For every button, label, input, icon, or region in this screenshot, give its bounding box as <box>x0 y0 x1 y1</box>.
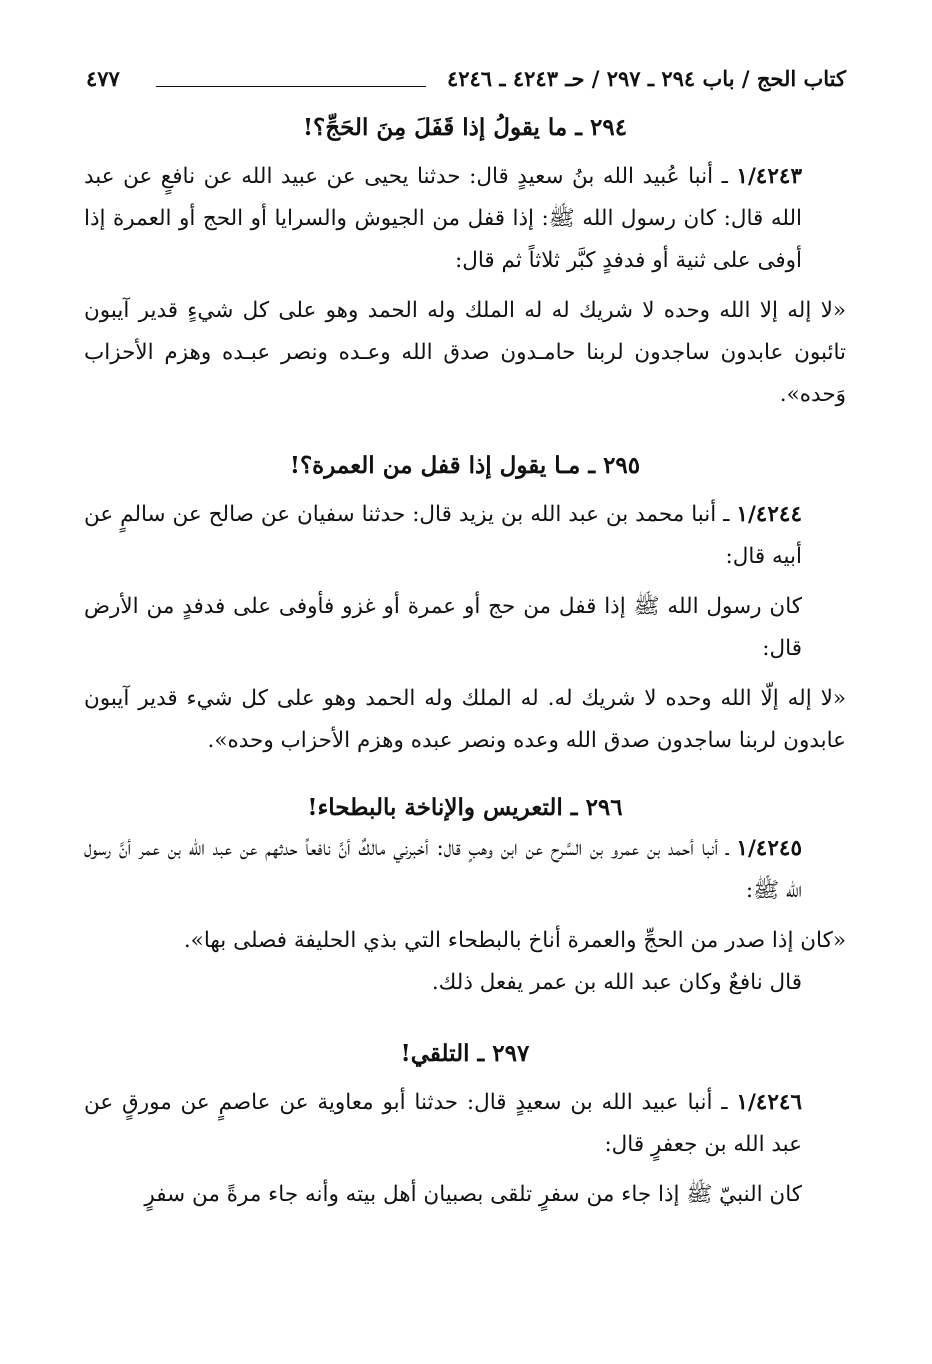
hadith-number: ١/٤٢٤٥ <box>736 836 802 861</box>
running-head: كتاب الحج / باب ٢٩٤ ـ ٢٩٧ / حـ ٤٢٤٣ ـ ٤٢٤٦ <box>446 66 846 91</box>
hadith-4243 <box>84 156 846 416</box>
hadith-matn: «لا إله إلّا الله وحده لا شريك له. له الملك وله الحمد وهو على كل شيء قدير آيبون عابدون لربنا ساجدون صدق الله وعده ونصر عبده وهزم الأحزاب وحده». <box>84 686 846 753</box>
isnad-text: ـ أنبا عبيد الله بن سعيدٍ قال: حدثنا أبو معاوية عن عاصمٍ عن مورقٍ عن عبد الله بن جعفرٍ قال: <box>84 1090 802 1157</box>
hadith-number: ١/٤٢٤٣ <box>736 164 802 189</box>
spacer <box>84 578 846 586</box>
section-heading-296: ٢٩٦ ـ التعريس والإناخة بالبطحاء! <box>307 794 623 821</box>
header-rule <box>156 86 426 87</box>
page-number: ٤٧٧ <box>86 66 120 91</box>
isnad-text: ـ أنبا محمد بن عبد الله بن يزيد قال: حدثنا سفيان عن صالح عن سالمٍ عن أبيه قال: <box>84 502 802 569</box>
hadith-text: كان النبيّ ﷺ إذا جاء من سفرٍ تلقى بصبيان أهل بيته وأنه جاء مرةً من سفرٍ <box>144 1182 802 1207</box>
spacer <box>84 1074 846 1082</box>
hadith-matn: «لا إله إلا الله وحده لا شريك له له الملك وله الحمد وهو على كل شيءٍ قدير آيبون تائبون عابدون ساجدون لربنا حامـدون صدق الله وعـده ونصر عبـده وهزم الأحزاب وَحده». <box>84 298 846 407</box>
section-heading-297: ٢٩٧ ـ التلقي! <box>400 1040 530 1067</box>
hadith-4244 <box>84 494 846 762</box>
hadith-isnad <box>84 156 846 282</box>
hadith-isnad <box>84 494 846 578</box>
spacer <box>84 762 846 788</box>
hadith-isnad <box>84 828 846 912</box>
isnad-text: ـ أنبا أحمد بن عمرو بن السَّرح عن ابن وهبٍ قال: أخبرني مالكٌ أنَّ نافعاً حدثهم عن عبد الله بن عمر أنَّ رسول الله ﷺ: <box>84 836 802 903</box>
spacer <box>84 912 846 920</box>
page-header <box>86 64 846 104</box>
hadith-matn: «كان إذا صدر من الحجِّ والعمرة أناخ بالبطحاء التي بذي الحليفة فصلى بها». <box>183 928 846 953</box>
hadith-4246 <box>84 1082 846 1216</box>
hadith-text: كان رسول الله ﷺ إذا قفل من حج أو عمرة أو غزو فأوفى على فدفدٍ من الأرض قال: <box>84 594 802 661</box>
section-heading-295: ٢٩٥ ـ مـا يقول إذا قفل من العمرة؟! <box>289 452 641 479</box>
spacer <box>84 416 846 446</box>
hadith-text: قال نافعٌ وكان عبد الله بن عمر يفعل ذلك. <box>431 970 802 995</box>
isnad-text: ـ أنبا عُبيد الله بنُ سعيدٍ قال: حدثنا يحيى عن عبيد الله عن نافعٍ عن عبد الله قال: كان رسول الله ﷺ: إذا قفل من الجيوش والسرايا أو الحج أو العمرة إذا أوفى على ثنية أو فدفدٍ كبَّر ثلاثاً ثم قال: <box>84 164 802 273</box>
spacer <box>84 1166 846 1174</box>
spacer <box>84 282 846 290</box>
spacer <box>84 486 846 494</box>
spacer <box>84 148 846 156</box>
spacer <box>84 1004 846 1034</box>
section-heading-294: ٢٩٤ ـ ما يقولُ إذا قَفَلَ مِنَ الحَجِّ؟! <box>302 114 628 141</box>
page-content <box>84 108 846 1216</box>
spacer <box>84 670 846 678</box>
hadith-isnad <box>84 1082 846 1166</box>
hadith-4245 <box>84 828 846 1004</box>
hadith-number: ١/٤٢٤٦ <box>736 1090 802 1115</box>
hadith-number: ١/٤٢٤٤ <box>736 502 802 527</box>
